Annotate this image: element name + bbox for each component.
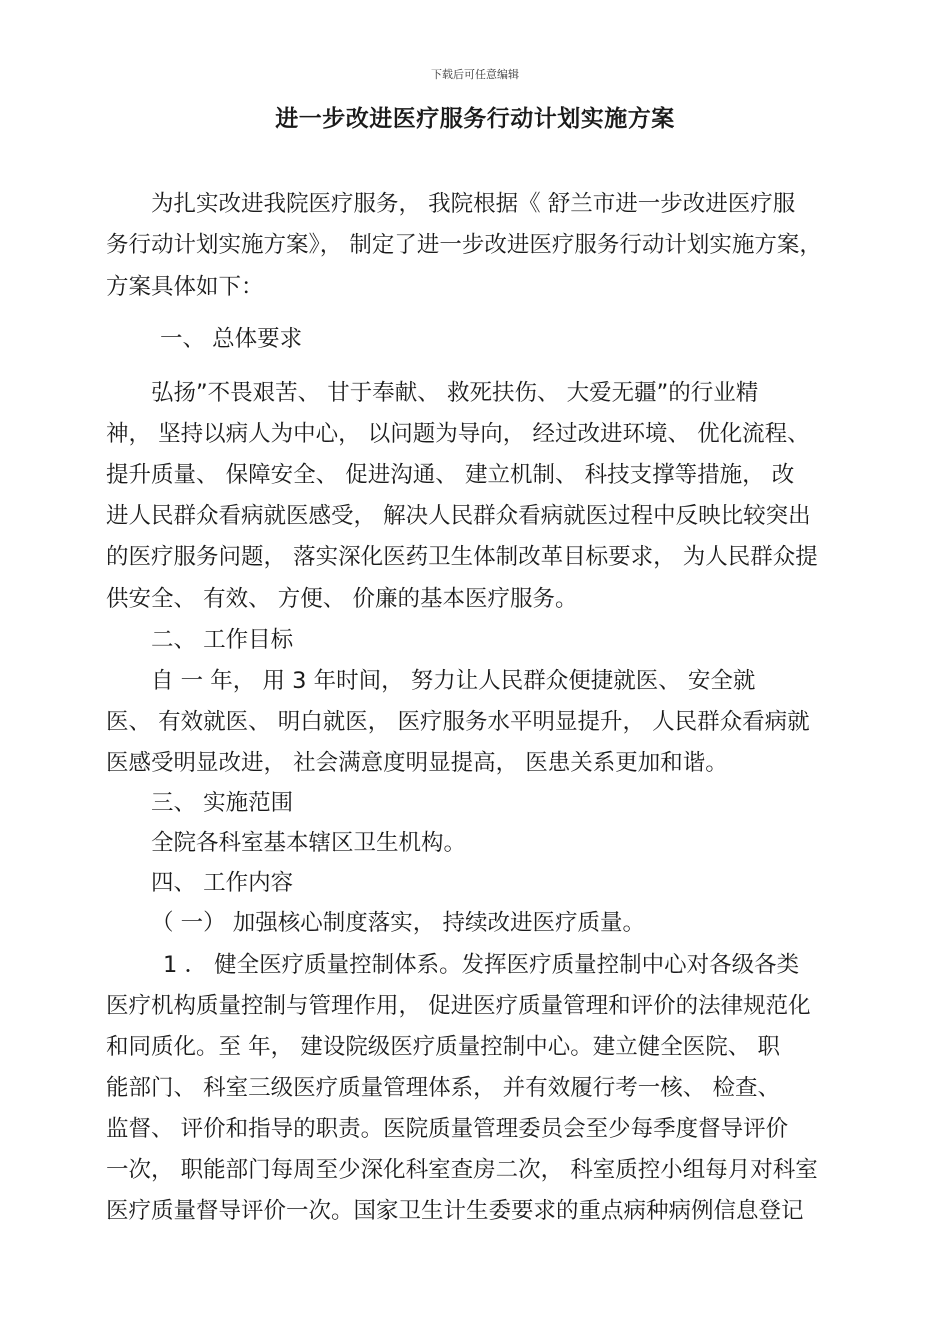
paragraph-line: 弘扬”不畏艰苦、 甘于奉献、 救死扶伤、 大爱无疆”的行业精	[151, 380, 759, 406]
paragraph-line: 方案具体如下：	[106, 274, 264, 300]
paragraph-line: 供安全、 有效、 方便、 价廉的基本医疗服务。	[106, 586, 578, 612]
document-title: 进一步改进医疗服务行动计划实施方案	[275, 106, 675, 132]
paragraph-line: 进人民群众看病就医感受， 解决人民群众看病就医过程中反映比较突出	[106, 503, 811, 529]
paragraph-line: 为扎实改进我院医疗服务， 我院根据《 舒兰市进一步改进医疗服	[151, 191, 796, 217]
paragraph-line: 监督、 评价和指导的职责。医院质量管理委员会至少每季度督导评价	[106, 1116, 789, 1142]
paragraph-line: 一次， 职能部门每周至少深化科室查房二次， 科室质控小组每月对科室	[106, 1157, 818, 1183]
section-heading: 三、 实施范围	[151, 790, 294, 816]
paragraph-line: 神， 坚持以病人为中心， 以问题为导向， 经过改进环境、 优化流程、	[106, 421, 810, 447]
paragraph-line: 医疗质量督导评价一次。国家卫生计生委要求的重点病种病例信息登记	[106, 1198, 804, 1224]
paragraph-line: 医感受明显改进， 社会满意度明显提高， 医患关系更加和谐。	[106, 750, 728, 776]
paragraph-line: 的医疗服务问题， 落实深化医药卫生体制改革目标要求， 为人民群众提	[106, 544, 818, 570]
paragraph-line: 务行动计划实施方案》， 制定了进一步改进医疗服务行动计划实施方案，	[106, 232, 822, 258]
paragraph-line: 医、 有效就医、 明白就医， 医疗服务水平明显提升， 人民群众看病就	[106, 709, 810, 735]
sub-heading: （ 一） 加强核心制度落实， 持续改进医疗质量。	[151, 910, 645, 936]
paragraph-line: 提升质量、 保障安全、 促进沟通、 建立机制、 科技支撑等措施， 改	[106, 462, 795, 488]
paragraph-line: 全院各科室基本辖区卫生机构。	[151, 830, 467, 856]
paragraph-line: 1 ． 健全医疗质量控制体系。发挥医疗质量控制中心对各级各类	[163, 952, 800, 978]
section-heading: 四、 工作内容	[151, 870, 294, 896]
paragraph-line: 自 一 年， 用 3 年时间， 努力让人民群众便捷就医、 安全就	[151, 668, 756, 694]
paragraph-line: 和同质化。至 年， 建设院级医疗质量控制中心。建立健全医院、 职	[106, 1034, 780, 1060]
paragraph-line: 能部门、 科室三级医疗质量管理体系， 并有效履行考一核、 检查、	[106, 1075, 780, 1101]
section-heading: 一、 总体要求	[160, 326, 303, 352]
page-header: 下载后可任意编辑	[431, 68, 519, 81]
paragraph-line: 医疗机构质量控制与管理作用， 促进医疗质量管理和评价的法律规范化	[106, 993, 811, 1019]
section-heading: 二、 工作目标	[151, 627, 294, 653]
